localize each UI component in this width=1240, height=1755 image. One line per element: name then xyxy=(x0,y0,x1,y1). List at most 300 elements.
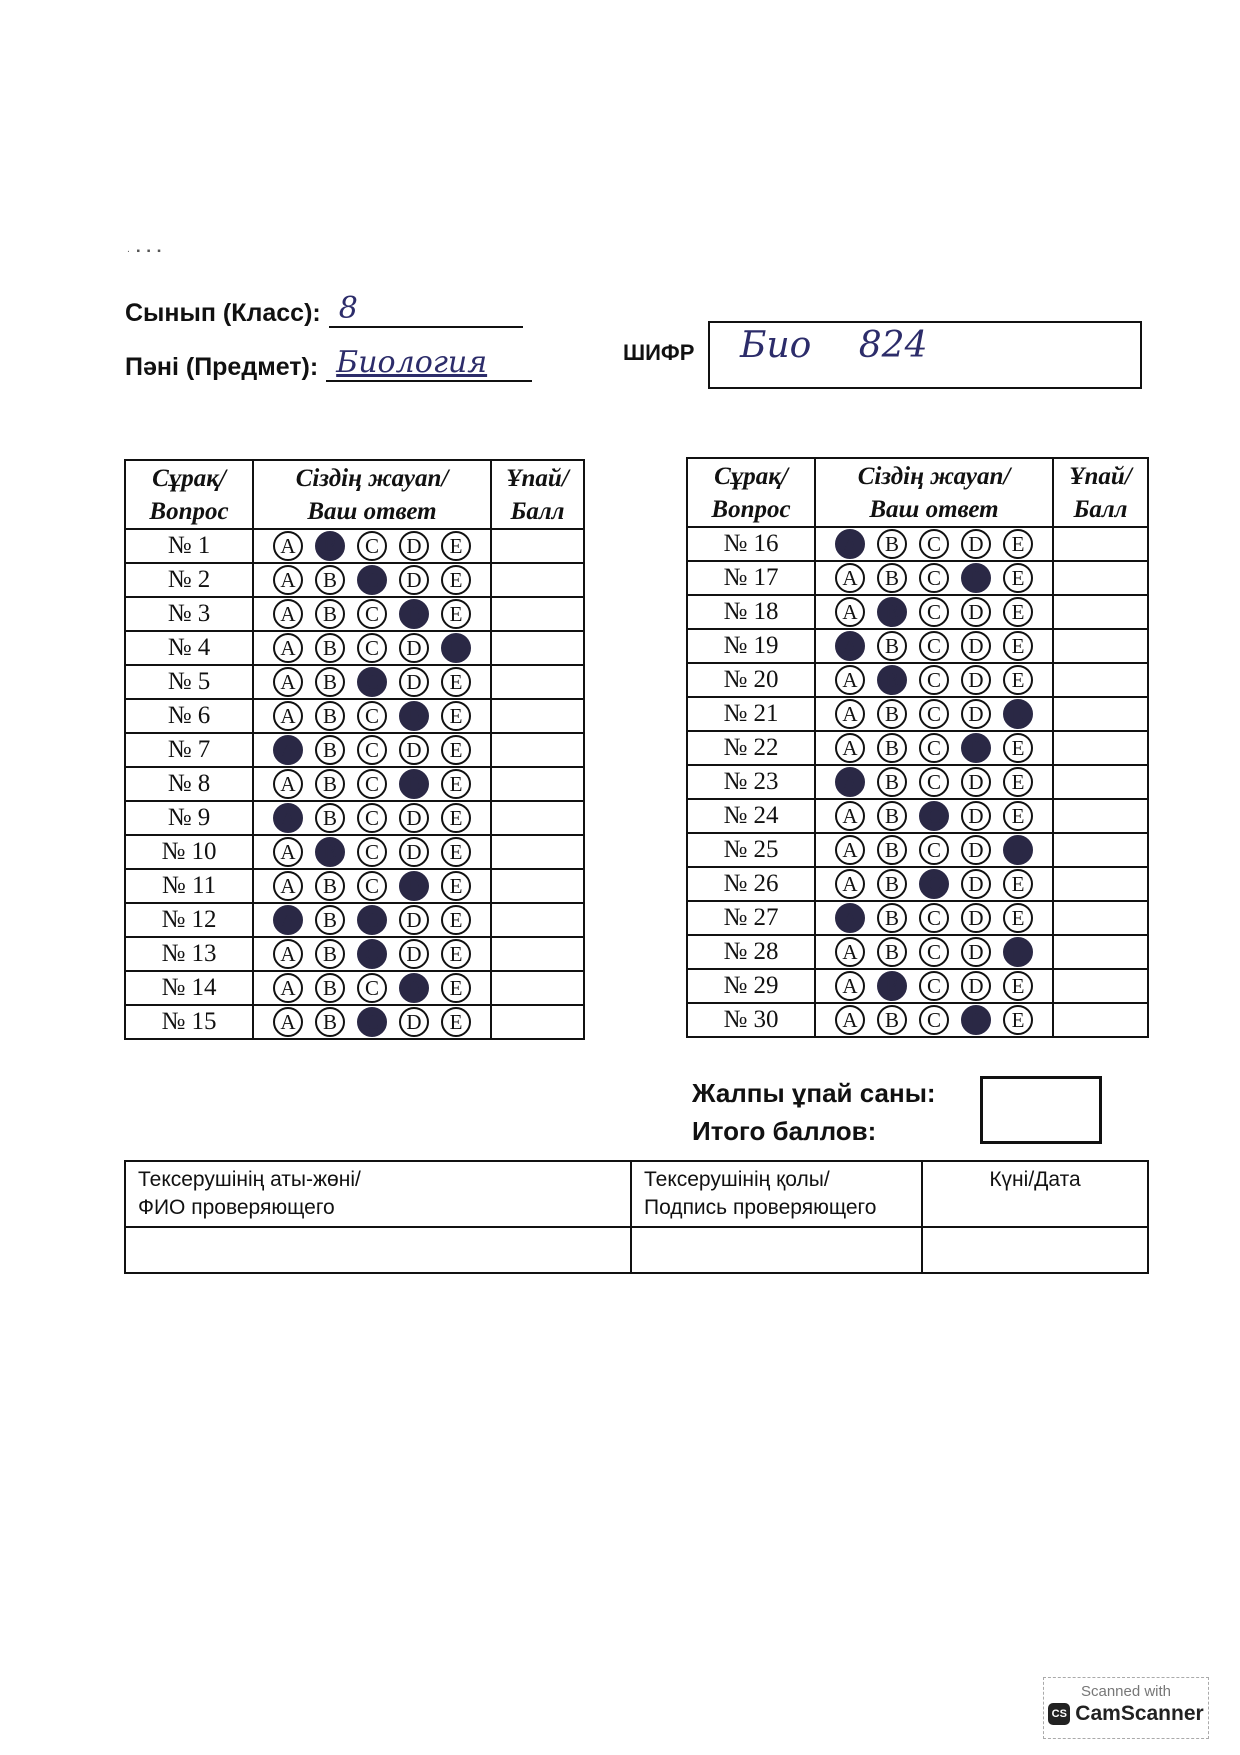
answer-row xyxy=(125,801,584,835)
total-label-ru: Итого баллов: xyxy=(692,1116,877,1146)
answer-options xyxy=(815,1003,1053,1037)
answer-options xyxy=(253,665,491,699)
option-bubble-b[interactable]: B xyxy=(315,1007,345,1037)
option-bubble-c[interactable]: C xyxy=(357,871,387,901)
score-cell[interactable] xyxy=(1053,629,1148,663)
option-bubble-a[interactable]: A xyxy=(273,871,303,901)
score-cell[interactable] xyxy=(1053,765,1148,799)
answer-options xyxy=(815,969,1053,1003)
header-answer: Сіздің жауап/ Ваш ответ xyxy=(815,458,1053,527)
option-bubble-a[interactable]: A xyxy=(273,735,303,765)
option-bubble-d[interactable]: D xyxy=(399,701,429,731)
option-bubble-d[interactable]: D xyxy=(399,735,429,765)
question-number: № 21 xyxy=(687,697,815,731)
option-bubble-a[interactable]: A xyxy=(273,565,303,595)
option-bubble-e[interactable]: E xyxy=(1003,835,1033,865)
option-bubble-a[interactable]: A xyxy=(835,529,865,559)
option-bubble-e[interactable]: E xyxy=(1003,699,1033,729)
question-number: № 6 xyxy=(125,699,253,733)
option-bubble-b[interactable]: B xyxy=(877,699,907,729)
answer-row xyxy=(125,1005,584,1039)
option-bubble-a[interactable]: A xyxy=(273,599,303,629)
score-cell[interactable] xyxy=(491,937,584,971)
answer-options xyxy=(815,935,1053,969)
answer-row xyxy=(125,665,584,699)
answer-options xyxy=(253,699,491,733)
answer-row xyxy=(687,765,1148,799)
total-label-kz: Жалпы ұпай саны: xyxy=(692,1078,936,1108)
header-question: Сұрақ/ Вопрос xyxy=(687,458,815,527)
question-number: № 13 xyxy=(125,937,253,971)
option-bubble-c[interactable]: C xyxy=(919,699,949,729)
option-bubble-e[interactable]: E xyxy=(441,667,471,697)
option-bubble-c[interactable]: C xyxy=(357,633,387,663)
option-bubble-c[interactable]: C xyxy=(919,767,949,797)
option-bubble-d[interactable]: D xyxy=(961,903,991,933)
question-number: № 18 xyxy=(687,595,815,629)
option-bubble-a[interactable]: A xyxy=(273,973,303,1003)
question-number: № 29 xyxy=(687,969,815,1003)
answer-options xyxy=(815,833,1053,867)
option-bubble-d[interactable]: D xyxy=(961,869,991,899)
option-bubble-d[interactable]: D xyxy=(399,803,429,833)
option-bubble-b[interactable]: B xyxy=(315,769,345,799)
option-bubble-e[interactable]: E xyxy=(441,905,471,935)
question-number: № 9 xyxy=(125,801,253,835)
answer-options xyxy=(253,801,491,835)
answer-row xyxy=(125,903,584,937)
score-cell[interactable] xyxy=(491,665,584,699)
option-bubble-b[interactable]: B xyxy=(315,701,345,731)
score-cell[interactable] xyxy=(491,801,584,835)
question-number: № 1 xyxy=(125,529,253,563)
answer-options xyxy=(253,733,491,767)
option-bubble-c[interactable]: C xyxy=(919,937,949,967)
option-bubble-d[interactable]: D xyxy=(399,973,429,1003)
option-bubble-a[interactable]: A xyxy=(835,563,865,593)
option-bubble-e[interactable]: E xyxy=(1003,597,1033,627)
question-number: № 11 xyxy=(125,869,253,903)
option-bubble-a[interactable]: A xyxy=(835,665,865,695)
option-bubble-c[interactable]: C xyxy=(357,939,387,969)
question-number: № 17 xyxy=(687,561,815,595)
score-cell[interactable] xyxy=(1053,697,1148,731)
camscanner-logo-icon: CS xyxy=(1048,1703,1070,1725)
score-cell[interactable] xyxy=(491,631,584,665)
score-cell[interactable] xyxy=(491,597,584,631)
option-bubble-e[interactable]: E xyxy=(1003,563,1033,593)
option-bubble-d[interactable]: D xyxy=(399,1007,429,1037)
question-number: № 23 xyxy=(687,765,815,799)
option-bubble-c[interactable]: C xyxy=(919,835,949,865)
option-bubble-d[interactable]: D xyxy=(961,801,991,831)
answer-options xyxy=(815,561,1053,595)
option-bubble-e[interactable]: E xyxy=(1003,937,1033,967)
answer-options xyxy=(815,595,1053,629)
option-bubble-a[interactable]: A xyxy=(273,837,303,867)
option-bubble-a[interactable]: A xyxy=(273,803,303,833)
answer-row xyxy=(687,595,1148,629)
option-bubble-b[interactable]: B xyxy=(877,529,907,559)
option-bubble-d[interactable]: D xyxy=(399,905,429,935)
score-cell[interactable] xyxy=(1053,867,1148,901)
answers-body-left xyxy=(125,529,584,1039)
answer-options xyxy=(815,663,1053,697)
option-bubble-a[interactable]: A xyxy=(273,667,303,697)
score-cell[interactable] xyxy=(1053,1003,1148,1037)
option-bubble-c[interactable]: C xyxy=(357,531,387,561)
option-bubble-b[interactable]: B xyxy=(315,973,345,1003)
option-bubble-c[interactable]: C xyxy=(919,1005,949,1035)
header-answer: Сіздің жауап/ Ваш ответ xyxy=(253,460,491,529)
option-bubble-d[interactable]: D xyxy=(399,531,429,561)
option-bubble-c[interactable]: C xyxy=(357,803,387,833)
option-bubble-c[interactable]: C xyxy=(357,565,387,595)
total-score-box[interactable] xyxy=(980,1076,1102,1144)
question-number: № 5 xyxy=(125,665,253,699)
option-bubble-b[interactable]: B xyxy=(315,939,345,969)
option-bubble-b[interactable]: B xyxy=(315,565,345,595)
option-bubble-e[interactable]: E xyxy=(441,939,471,969)
answer-options xyxy=(253,835,491,869)
question-number: № 8 xyxy=(125,767,253,801)
option-bubble-b[interactable]: B xyxy=(877,733,907,763)
option-bubble-c[interactable]: C xyxy=(919,597,949,627)
answer-row xyxy=(125,971,584,1005)
answer-row xyxy=(125,937,584,971)
option-bubble-a[interactable]: A xyxy=(835,699,865,729)
option-bubble-e[interactable]: E xyxy=(1003,767,1033,797)
answer-options xyxy=(253,971,491,1005)
score-cell[interactable] xyxy=(1053,595,1148,629)
option-bubble-b[interactable]: B xyxy=(877,835,907,865)
option-bubble-a[interactable]: A xyxy=(835,835,865,865)
option-bubble-a[interactable]: A xyxy=(835,1005,865,1035)
answer-options xyxy=(253,1005,491,1039)
option-bubble-a[interactable]: A xyxy=(835,767,865,797)
option-bubble-d[interactable]: D xyxy=(399,939,429,969)
answer-row xyxy=(125,835,584,869)
option-bubble-d[interactable]: D xyxy=(961,971,991,1001)
option-bubble-e[interactable]: E xyxy=(1003,869,1033,899)
option-bubble-b[interactable]: B xyxy=(315,599,345,629)
answer-row xyxy=(687,799,1148,833)
option-bubble-d[interactable]: D xyxy=(961,767,991,797)
answer-options xyxy=(815,799,1053,833)
option-bubble-d[interactable]: D xyxy=(961,699,991,729)
watermark-top-text: Scanned with xyxy=(1080,1683,1172,1700)
score-cell[interactable] xyxy=(491,733,584,767)
option-bubble-c[interactable]: C xyxy=(919,529,949,559)
question-number: № 25 xyxy=(687,833,815,867)
answer-options xyxy=(253,529,491,563)
score-cell[interactable] xyxy=(1053,527,1148,561)
option-bubble-c[interactable]: C xyxy=(357,735,387,765)
option-bubble-d[interactable]: D xyxy=(961,665,991,695)
option-bubble-b[interactable]: B xyxy=(877,971,907,1001)
option-bubble-c[interactable]: C xyxy=(919,733,949,763)
score-cell[interactable] xyxy=(1053,901,1148,935)
option-bubble-c[interactable]: C xyxy=(919,563,949,593)
option-bubble-b[interactable]: B xyxy=(877,937,907,967)
question-number: № 24 xyxy=(687,799,815,833)
answer-row xyxy=(125,597,584,631)
score-cell[interactable] xyxy=(491,971,584,1005)
option-bubble-b[interactable]: B xyxy=(877,869,907,899)
class-value[interactable]: 8 xyxy=(329,292,523,328)
option-bubble-c[interactable]: C xyxy=(357,1007,387,1037)
option-bubble-b[interactable]: B xyxy=(877,597,907,627)
option-bubble-d[interactable]: D xyxy=(961,597,991,627)
option-bubble-e[interactable]: E xyxy=(1003,801,1033,831)
score-cell[interactable] xyxy=(1053,969,1148,1003)
question-number: № 3 xyxy=(125,597,253,631)
answer-row xyxy=(687,833,1148,867)
signoff-table xyxy=(124,1160,1149,1274)
answer-options xyxy=(253,563,491,597)
option-bubble-e[interactable]: E xyxy=(1003,529,1033,559)
score-cell[interactable] xyxy=(1053,731,1148,765)
reviewer-name-header: Тексерушінің аты-жөні/ ФИО проверяющего xyxy=(125,1161,631,1227)
question-number: № 28 xyxy=(687,935,815,969)
option-bubble-a[interactable]: A xyxy=(835,937,865,967)
option-bubble-b[interactable]: B xyxy=(315,633,345,663)
option-bubble-b[interactable]: B xyxy=(315,837,345,867)
option-bubble-e[interactable]: E xyxy=(441,973,471,1003)
option-bubble-e[interactable]: E xyxy=(1003,971,1033,1001)
option-bubble-e[interactable]: E xyxy=(441,565,471,595)
option-bubble-d[interactable]: D xyxy=(399,633,429,663)
option-bubble-c[interactable]: C xyxy=(357,599,387,629)
answer-row xyxy=(687,697,1148,731)
option-bubble-b[interactable]: B xyxy=(877,631,907,661)
option-bubble-d[interactable]: D xyxy=(399,565,429,595)
class-label: Сынып (Класс): xyxy=(125,299,321,327)
score-cell[interactable] xyxy=(491,767,584,801)
option-bubble-d[interactable]: D xyxy=(961,835,991,865)
score-cell[interactable] xyxy=(491,563,584,597)
option-bubble-d[interactable]: D xyxy=(399,871,429,901)
option-bubble-d[interactable]: D xyxy=(399,769,429,799)
option-bubble-a[interactable]: A xyxy=(835,733,865,763)
answer-options xyxy=(815,765,1053,799)
answer-row xyxy=(125,869,584,903)
answer-row xyxy=(687,663,1148,697)
question-number: № 15 xyxy=(125,1005,253,1039)
question-number: № 12 xyxy=(125,903,253,937)
cipher-box[interactable]: Био 824 xyxy=(708,321,1142,389)
question-number: № 4 xyxy=(125,631,253,665)
reviewer-name-cell[interactable] xyxy=(125,1227,631,1273)
option-bubble-a[interactable]: A xyxy=(835,631,865,661)
answer-options xyxy=(253,631,491,665)
option-bubble-b[interactable]: B xyxy=(877,1005,907,1035)
answer-row xyxy=(125,733,584,767)
option-bubble-e[interactable]: E xyxy=(441,701,471,731)
option-bubble-c[interactable]: C xyxy=(357,667,387,697)
total-label xyxy=(692,1074,936,1150)
option-bubble-e[interactable]: E xyxy=(1003,631,1033,661)
score-cell[interactable] xyxy=(491,1005,584,1039)
answer-options xyxy=(253,767,491,801)
option-bubble-c[interactable]: C xyxy=(919,869,949,899)
answer-row xyxy=(125,631,584,665)
option-bubble-a[interactable]: A xyxy=(835,869,865,899)
answer-options xyxy=(815,901,1053,935)
score-cell[interactable] xyxy=(491,835,584,869)
question-number: № 10 xyxy=(125,835,253,869)
option-bubble-d[interactable]: D xyxy=(399,837,429,867)
answer-row xyxy=(125,699,584,733)
option-bubble-e[interactable]: E xyxy=(441,633,471,663)
answer-options xyxy=(253,869,491,903)
option-bubble-a[interactable]: A xyxy=(835,597,865,627)
option-bubble-c[interactable]: C xyxy=(919,971,949,1001)
option-bubble-e[interactable]: E xyxy=(441,599,471,629)
header-score: Ұпай/ Балл xyxy=(491,460,584,529)
answer-row xyxy=(687,527,1148,561)
answers-body-right xyxy=(687,527,1148,1037)
option-bubble-a[interactable]: A xyxy=(273,1007,303,1037)
option-bubble-c[interactable]: C xyxy=(919,631,949,661)
answer-row xyxy=(125,767,584,801)
option-bubble-d[interactable]: D xyxy=(399,599,429,629)
answer-row xyxy=(687,935,1148,969)
answer-options xyxy=(253,937,491,971)
answer-options xyxy=(815,731,1053,765)
option-bubble-a[interactable]: A xyxy=(273,701,303,731)
watermark-brand: CamScanner xyxy=(1075,1702,1204,1725)
question-number: № 2 xyxy=(125,563,253,597)
answers-table-left xyxy=(124,459,585,1040)
option-bubble-b[interactable]: B xyxy=(877,665,907,695)
option-bubble-a[interactable]: A xyxy=(273,939,303,969)
subject-value[interactable]: Биология xyxy=(326,346,532,382)
option-bubble-c[interactable]: C xyxy=(357,769,387,799)
question-number: № 22 xyxy=(687,731,815,765)
reviewer-signature-header: Тексерушінің қолы/ Подпись проверяющего xyxy=(631,1161,922,1227)
answer-options xyxy=(253,903,491,937)
option-bubble-b[interactable]: B xyxy=(877,563,907,593)
option-bubble-e[interactable]: E xyxy=(1003,665,1033,695)
option-bubble-c[interactable]: C xyxy=(919,665,949,695)
score-cell[interactable] xyxy=(491,903,584,937)
score-cell[interactable] xyxy=(1053,663,1148,697)
option-bubble-e[interactable]: E xyxy=(441,803,471,833)
score-cell[interactable] xyxy=(1053,935,1148,969)
option-bubble-b[interactable]: B xyxy=(315,905,345,935)
date-header: Күні/Дата xyxy=(922,1161,1148,1227)
score-cell[interactable] xyxy=(1053,833,1148,867)
option-bubble-d[interactable]: D xyxy=(961,937,991,967)
score-cell[interactable] xyxy=(491,869,584,903)
reviewer-signature-cell[interactable] xyxy=(631,1227,922,1273)
answer-row xyxy=(687,867,1148,901)
question-number: № 19 xyxy=(687,629,815,663)
option-bubble-c[interactable]: C xyxy=(357,837,387,867)
score-cell[interactable] xyxy=(491,699,584,733)
answer-row xyxy=(125,529,584,563)
question-number: № 14 xyxy=(125,971,253,1005)
option-bubble-a[interactable]: A xyxy=(835,903,865,933)
option-bubble-c[interactable]: C xyxy=(919,903,949,933)
option-bubble-a[interactable]: A xyxy=(273,633,303,663)
option-bubble-e[interactable]: E xyxy=(1003,733,1033,763)
question-number: № 16 xyxy=(687,527,815,561)
option-bubble-e[interactable]: E xyxy=(441,735,471,765)
answer-options xyxy=(815,629,1053,663)
subject-label: Пәні (Предмет): xyxy=(125,353,319,381)
option-bubble-e[interactable]: E xyxy=(441,1007,471,1037)
class-field xyxy=(125,292,523,328)
option-bubble-e[interactable]: E xyxy=(1003,903,1033,933)
option-bubble-d[interactable]: D xyxy=(961,563,991,593)
question-number: № 30 xyxy=(687,1003,815,1037)
option-bubble-b[interactable]: B xyxy=(315,531,345,561)
option-bubble-b[interactable]: B xyxy=(315,803,345,833)
option-bubble-c[interactable]: C xyxy=(919,801,949,831)
question-number: № 20 xyxy=(687,663,815,697)
option-bubble-b[interactable]: B xyxy=(315,871,345,901)
score-cell[interactable] xyxy=(1053,799,1148,833)
option-bubble-d[interactable]: D xyxy=(961,631,991,661)
option-bubble-d[interactable]: D xyxy=(961,1005,991,1035)
option-bubble-a[interactable]: A xyxy=(273,905,303,935)
option-bubble-c[interactable]: C xyxy=(357,701,387,731)
header-question: Сұрақ/ Вопрос xyxy=(125,460,253,529)
answer-row xyxy=(687,1003,1148,1037)
option-bubble-d[interactable]: D xyxy=(399,667,429,697)
option-bubble-c[interactable]: C xyxy=(357,973,387,1003)
option-bubble-c[interactable]: C xyxy=(357,905,387,935)
score-cell[interactable] xyxy=(1053,561,1148,595)
date-cell[interactable] xyxy=(922,1227,1148,1273)
question-number: № 26 xyxy=(687,867,815,901)
option-bubble-b[interactable]: B xyxy=(877,801,907,831)
answer-options xyxy=(815,697,1053,731)
answer-row xyxy=(687,901,1148,935)
option-bubble-e[interactable]: E xyxy=(441,531,471,561)
option-bubble-a[interactable]: A xyxy=(273,769,303,799)
answer-row xyxy=(687,969,1148,1003)
answer-options xyxy=(815,867,1053,901)
option-bubble-e[interactable]: E xyxy=(441,769,471,799)
question-number: № 27 xyxy=(687,901,815,935)
answers-table-right xyxy=(686,457,1149,1038)
answer-row xyxy=(125,563,584,597)
scan-speck: ∙ ▪ ▪ ▪ xyxy=(127,246,163,257)
option-bubble-e[interactable]: E xyxy=(441,837,471,867)
option-bubble-e[interactable]: E xyxy=(1003,1005,1033,1035)
answer-options xyxy=(815,527,1053,561)
option-bubble-a[interactable]: A xyxy=(835,971,865,1001)
option-bubble-b[interactable]: B xyxy=(315,735,345,765)
option-bubble-d[interactable]: D xyxy=(961,733,991,763)
option-bubble-d[interactable]: D xyxy=(961,529,991,559)
option-bubble-b[interactable]: B xyxy=(877,767,907,797)
option-bubble-b[interactable]: B xyxy=(877,903,907,933)
option-bubble-a[interactable]: A xyxy=(835,801,865,831)
option-bubble-a[interactable]: A xyxy=(273,531,303,561)
option-bubble-e[interactable]: E xyxy=(441,871,471,901)
answer-options xyxy=(253,597,491,631)
subject-field xyxy=(125,346,532,382)
question-number: № 7 xyxy=(125,733,253,767)
answer-row xyxy=(687,561,1148,595)
score-cell[interactable] xyxy=(491,529,584,563)
option-bubble-b[interactable]: B xyxy=(315,667,345,697)
answer-row xyxy=(687,731,1148,765)
